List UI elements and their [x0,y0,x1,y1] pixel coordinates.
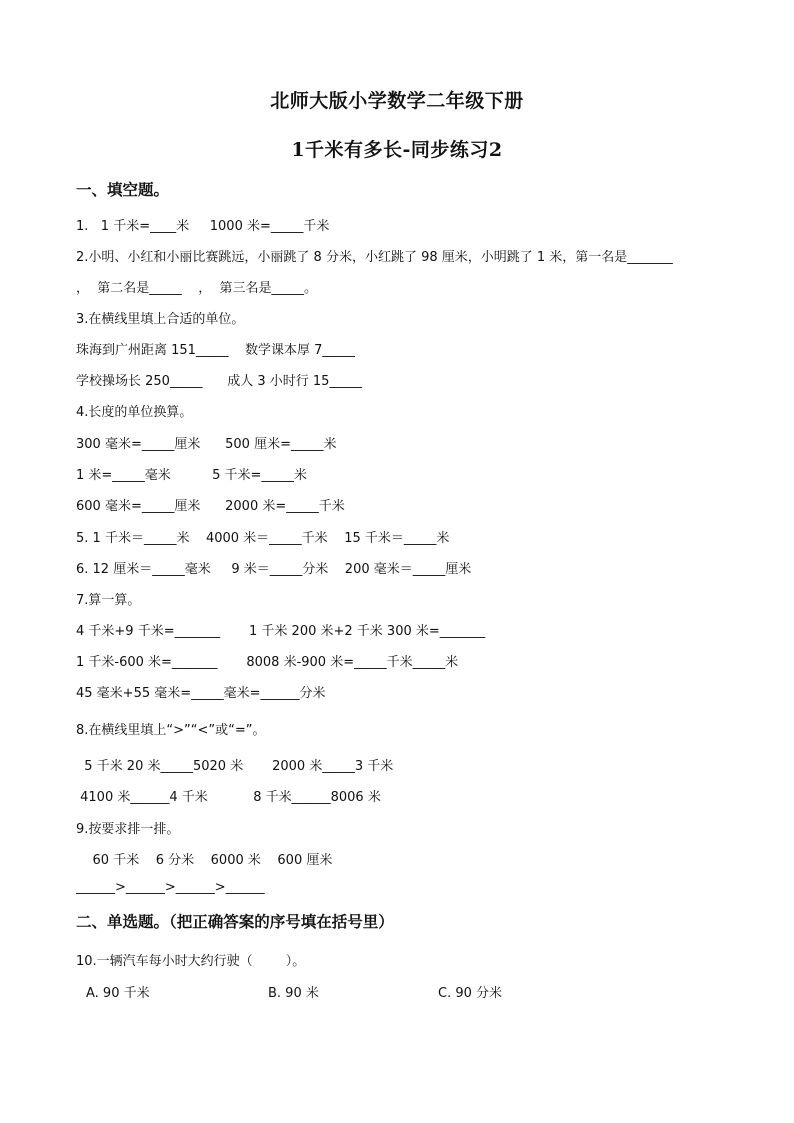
question-line: 4 千米+9 千米=_______ 1 千米 200 米+2 千米 300 米=_______ [76,624,486,639]
option-b: B. 90 米 [268,986,319,1001]
question-line: 600 毫米=_____厘米 2000 米=_____千米 [76,499,345,514]
question-line: 4.长度的单位换算。 [76,405,193,420]
question-line: 1. 1 千米=____米 1000 米=_____千米 [76,219,330,234]
question-line: ， 第二名是_____ ， 第三名是_____。 [76,281,318,296]
question-line: 3.在横线里填上合适的单位。 [76,312,245,327]
section-single-choice-heading: 二、单选题。（把正确答案的序号填在括号里） [76,912,394,931]
question-10: 10.一辆汽车每小时大约行驶（ ）。 [76,954,306,969]
option-a: A. 90 千米 [86,986,150,1001]
question-line: 7.算一算。 [76,593,141,608]
question-line: 珠海到广州距离 151_____ 数学课本厚 7_____ [76,343,355,358]
question-line: 300 毫米=_____厘米 500 厘米=_____米 [76,437,337,452]
question-line: 1 千米-600 米=_______ 8008 米-900 米=_____千米_____米 [76,655,459,670]
question-line: 4100 米______4 千米 8 千米______8006 米 [76,790,381,805]
question-line: ______>______>______>______ [76,880,265,895]
question-line: 60 千米 6 分米 6000 米 600 厘米 [76,853,333,868]
question-line: 6. 12 厘米＝_____毫米 9 米＝_____分米 200 毫米＝_____厘米 [76,562,472,577]
question-line: 9.按要求排一排。 [76,822,180,837]
question-line: 45 毫米+55 毫米=_____毫米=______分米 [76,686,326,701]
question-line: 8.在横线里填上“>”“<”或“=”。 [76,723,266,738]
question-line: 2.小明、小红和小丽比赛跳远，小丽跳了 8 分米，小红跳了 98 厘米，小明跳了 1 米，第一名是_______ [76,250,673,265]
page-title: 北师大版小学数学二年级下册 [270,90,524,112]
page-subtitle: 1千米有多长-同步练习2 [291,139,503,161]
question-line: 5 千米 20 米_____5020 米 2000 米_____3 千米 [76,759,394,774]
section-fill-in-heading: 一、填空题。 [76,180,170,199]
option-c: C. 90 分米 [438,986,503,1001]
question-line: 学校操场长 250_____ 成人 3 小时行 15_____ [76,374,362,389]
question-line: 1 米=_____毫米 5 千米=_____米 [76,468,307,483]
question-line: 5. 1 千米＝_____米 4000 米＝_____千米 15 千米＝_____米 [76,531,450,546]
